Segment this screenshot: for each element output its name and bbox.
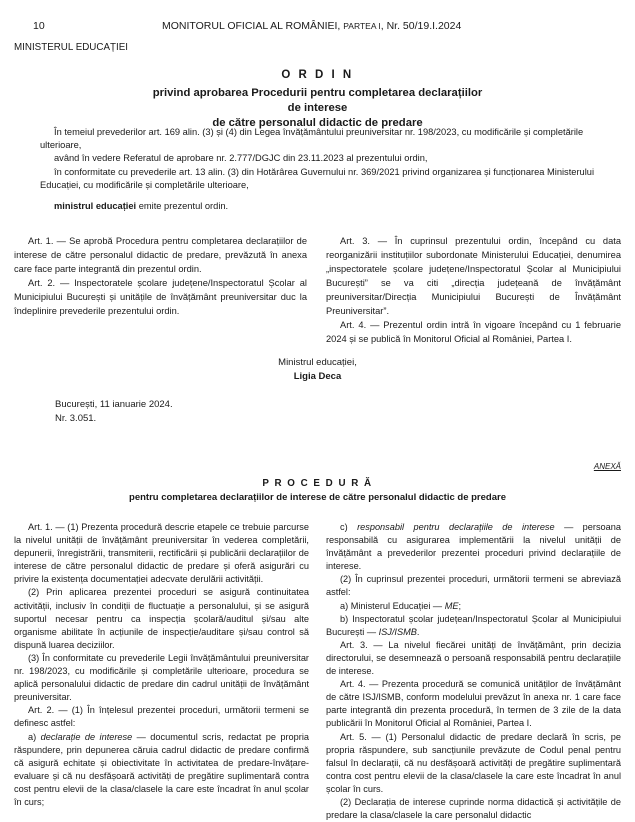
- preamble-issuer-bold: ministrul educației: [54, 201, 137, 212]
- procedure-art1-para1: Art. 1. — (1) Prezenta procedură descrie etapele ce trebuie parcurse la nivelul unității de învățământ preuniversitar în vederea completării, depunerii, înregistrării, transmiterii, rectificării și publicării declarațiilor de interese de către personalul didactic de predare și oferă asigurări cu privire la existența documentației adecvate derulării activității.: [14, 522, 309, 585]
- procedure-art2-intro: Art. 2. — (1) În înțelesul prezentei proceduri, următorii termeni se definesc astfel:: [14, 705, 309, 729]
- issuer-name: MINISTERUL EDUCAȚIEI: [14, 42, 128, 53]
- annex-label: ANEXĂ: [593, 462, 621, 471]
- procedure-definition-a: [14, 731, 309, 810]
- abbreviation-a-end: ;: [458, 600, 462, 611]
- definition-c-term: responsabil pentru declarațiile de interese: [357, 522, 555, 532]
- definition-c-text: — persoana responsabilă cu asigurarea implementării la nivelul unității de învățământ a prevederilor prezentei proceduri privind declarațiile de interese.: [326, 522, 621, 572]
- definition-c-prefix: c): [340, 522, 358, 532]
- procedure-art1-para3: (3) În conformitate cu prevederile Legii învățământului preuniversitar nr. 198/2023, cu modificările și completările ulterioare, procedura se aplică personalului didactic de predare din cadrul unității de învățământ preuniversitar.: [14, 652, 309, 703]
- procedure-abbreviation-a: [326, 600, 621, 613]
- definition-a-prefix: a): [28, 731, 41, 742]
- dateline: [55, 398, 173, 426]
- article-3: Art. 3. — În cuprinsul prezentului ordin, începând cu data reorganizării instituțiilor subordonate Ministerului Educației, denumirea „inspectoratele școlare județene/Inspectoratul Școlar al Municipiului București” se va citi „direcția județeană de învățământ preuniversitar/Direcția Municipiului București de Învățământ Preuniversitar”.: [326, 236, 621, 316]
- definition-a-text: — documentul scris, redactat pe propria răspundere, prin depunerea căruia cadrul didactic de predare confirmă că asigură echitate și obiectivitate în activitatea de predare-învățare-evaluare și că nu desfășoară activități de pregătire suplimentară contra cost pentru elevii de la clasa/clasele la care este încadrat în anul școlar în curs;: [14, 731, 309, 807]
- procedure-title: pentru completarea declarațiilor de interese de către personalul didactic de predare: [129, 492, 506, 503]
- article-1: Art. 1. — Se aprobă Procedura pentru completarea declarațiilor de interese de către personalul didactic de predare, prevăzută în anexa care face parte integrantă din prezentul ordin.: [14, 236, 307, 274]
- articles-left-column: [14, 234, 307, 318]
- place-date: București, 11 ianuarie 2024.: [55, 399, 173, 410]
- article-2: Art. 2. — Inspectoratele școlare județene/Inspectoratul Școlar al Municipiului București și unitățile de învățământ preuniversitar duc la îndeplinire prevederile prezentului ordin.: [14, 278, 307, 316]
- procedure-art4: Art. 4. — Prezenta procedură se comunică unităților de învățământ de către ISJ/ISMB, conform modelului prevăzut în anexa nr. 1 care face parte integrantă din prezenta procedură, în termen de 3 zile de la data publicării în Monitorul Oficial al României, Partea I.: [326, 679, 621, 729]
- definition-a-term: declarație de interese: [40, 731, 133, 742]
- preamble-conformity: în conformitate cu prevederile art. 13 alin. (3) din Hotărârea Guvernului nr. 369/2021 privind organizarea și funcționarea Ministerului Educației, cu modificările și completările ulterioare,: [40, 166, 595, 190]
- order-number: Nr. 3.051.: [55, 413, 97, 424]
- procedure-heading: P R O C E D U R Ă: [262, 478, 373, 489]
- signature-role: Ministrul educației,: [278, 357, 357, 368]
- articles-right-column: [326, 234, 621, 346]
- procedure-art3: Art. 3. — La nivelul fiecărei unități de învățământ, prin decizia directorului, se desemnează o persoană responsabilă pentru declarațiile de interese.: [326, 639, 621, 677]
- procedure-abbreviation-b: [326, 613, 621, 639]
- procedure-art5-para1: Art. 5. — (1) Personalul didactic de predare declară în scris, pe propria răspundere, sub sancțiunile prevăzute de Codul penal pentru falsul în declarații, că nu desfășoară activități de pregătire suplimentară contra cost pentru elevii de la clasa/clasele la care este încadrat în anul școlar în curs.: [326, 731, 621, 794]
- order-title: [150, 86, 485, 131]
- publication-header: [162, 20, 621, 32]
- publication-part: PARTEA I: [343, 21, 381, 31]
- article-4: Art. 4. — Prezentul ordin intră în vigoare începând cu 1 februarie 2024 și se publică în Monitorul Oficial al României, Partea I.: [326, 320, 621, 344]
- page-number: 10: [33, 20, 45, 32]
- procedure-definition-c: [326, 521, 621, 573]
- preamble-issuer: [40, 200, 624, 213]
- signature-block: [0, 356, 635, 384]
- preamble-legal-basis: În temeiul prevederilor art. 169 alin. (3) și (4) din Legea învățământului preuniversitar nr. 198/2023, cu modificările și completările ulterioare,: [40, 127, 584, 151]
- procedure-right-column: [326, 521, 621, 822]
- preamble-issuer-rest: emite prezentul ordin.: [136, 201, 229, 212]
- procedure-art5-para2: (2) Declarația de interese cuprinde norma didactică și activitățile de predare la clasa/clasele la care personalul didactic: [326, 796, 621, 821]
- preamble-referat: având în vedere Referatul de aprobare nr. 2.777/DGJC din 23.11.2023 al prezentului ordin,: [54, 153, 428, 164]
- publication-prefix: MONITORUL OFICIAL AL ROMÂNIEI,: [162, 20, 344, 32]
- preamble: [40, 126, 624, 213]
- procedure-art1-para2: (2) Prin aplicarea prezentei proceduri se asigură continuitatea activității, inclusiv în condiții de fluctuație a personalului, și se asigură suportul necesar pentru ca inspecția școlară/auditul și/sau alte organisme abilitate în acțiunile de inspecție/auditare și/sau control să dispună luarea deciziilor.: [14, 587, 309, 650]
- order-heading: O R D I N: [281, 69, 354, 81]
- signature-name: Ligia Deca: [293, 371, 342, 382]
- order-title-line2: de către personalul didactic de predare: [212, 117, 423, 129]
- procedure-left-column: [14, 521, 309, 809]
- order-title-line1: privind aprobarea Procedurii pentru completarea declarațiilor de interese: [152, 87, 483, 114]
- abbreviation-b-end: .: [416, 626, 420, 637]
- abbreviation-b-text: b) Inspectoratul școlar județean/Inspectoratul Școlar al Municipiului București —: [326, 613, 621, 637]
- publication-suffix: , Nr. 50/19.I.2024: [380, 20, 462, 32]
- procedure-abbreviations-intro: (2) În cuprinsul prezentei proceduri, următorii termeni se abreviază astfel:: [326, 574, 621, 598]
- abbreviation-a-text: a) Ministerul Educației —: [340, 600, 445, 611]
- abbreviation-b-code: ISJ/ISMB: [378, 626, 417, 637]
- abbreviation-a-code: ME: [444, 600, 459, 611]
